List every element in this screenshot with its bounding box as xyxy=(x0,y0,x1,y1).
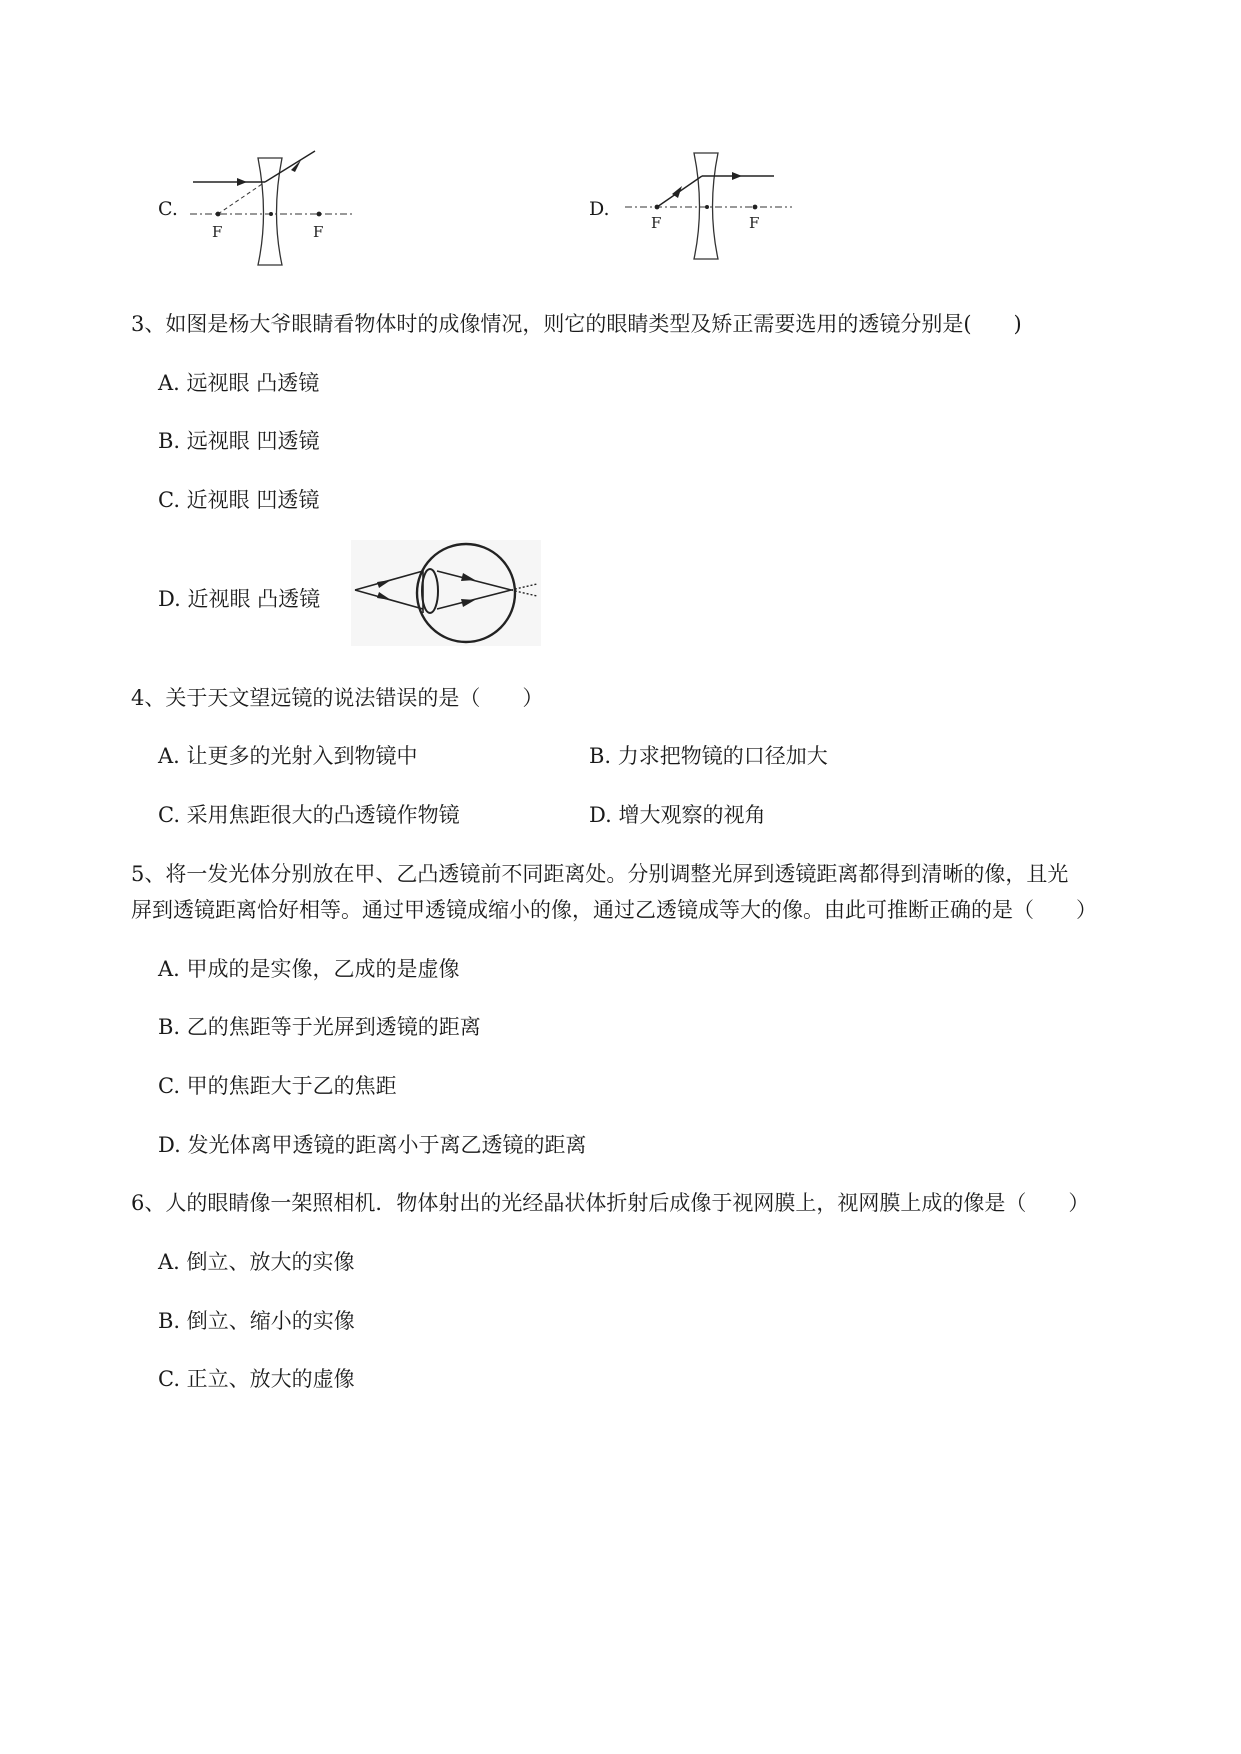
question-4-option-d: D. 增大观察的视角 xyxy=(589,803,766,827)
question-5-option-a: A. 甲成的是实像，乙成的是虚像 xyxy=(158,957,460,981)
optical-center xyxy=(269,212,273,216)
question-5-stem-line-2: 屏到透镜距离恰好相等。通过甲透镜成缩小的像，通过乙透镜成等大的像。由此可推断正确的是（ ） xyxy=(131,898,1097,922)
question-3-option-d: D. 近视眼 凸透镜 xyxy=(158,587,321,611)
lens-diagram-c xyxy=(185,148,360,270)
question-4-option-a: A. 让更多的光射入到物镜中 xyxy=(158,744,418,768)
focus-label: F xyxy=(651,214,662,232)
question-3-option-c: C. 近视眼 凹透镜 xyxy=(158,488,320,512)
question-5-option-b: B. 乙的焦距等于光屏到透镜的距离 xyxy=(158,1015,481,1039)
eye-diagram xyxy=(351,540,541,646)
question-5-stem-line-1: 5、将一发光体分别放在甲、乙凸透镜前不同距离处。分别调整光屏到透镜距离都得到清晰的像，且光 xyxy=(131,862,1069,886)
question-4-option-c: C. 采用焦距很大的凸透镜作物镜 xyxy=(158,803,460,827)
focus-point xyxy=(753,205,758,210)
refracted-ray xyxy=(265,151,315,182)
focus-point xyxy=(655,205,660,210)
question-6-option-c: C. 正立、放大的虚像 xyxy=(158,1367,355,1391)
question-5-option-d: D. 发光体离甲透镜的距离小于离乙透镜的距离 xyxy=(158,1133,587,1157)
question-4-stem: 4、关于天文望远镜的说法错误的是（ ） xyxy=(131,686,544,710)
option-c-label: C. xyxy=(158,198,178,220)
virtual-ray xyxy=(218,182,265,214)
question-6-option-b: B. 倒立、缩小的实像 xyxy=(158,1309,355,1333)
question-5-option-c: C. 甲的焦距大于乙的焦距 xyxy=(158,1074,397,1098)
question-3-stem: 3、如图是杨大爷眼睛看物体时的成像情况，则它的眼睛类型及矫正需要选用的透镜分别是( ) xyxy=(131,312,1022,336)
question-6-stem: 6、人的眼睛像一架照相机．物体射出的光经晶状体折射后成像于视网膜上，视网膜上成的像是（ ） xyxy=(131,1191,1090,1215)
question-4-option-b: B. 力求把物镜的口径加大 xyxy=(589,744,828,768)
ray-arrow xyxy=(291,160,301,172)
question-6-option-a: A. 倒立、放大的实像 xyxy=(158,1250,355,1274)
option-d-label: D. xyxy=(589,198,610,220)
question-3-option-a: A. 远视眼 凸透镜 xyxy=(158,371,320,395)
focus-point xyxy=(216,212,221,217)
optical-center xyxy=(705,205,709,209)
ray-arrow xyxy=(237,178,247,186)
question-3-option-b: B. 远视眼 凹透镜 xyxy=(158,429,320,453)
focus-label: F xyxy=(212,223,223,241)
focus-label: F xyxy=(313,223,324,241)
focus-point xyxy=(317,212,322,217)
lens-diagram-d xyxy=(620,148,798,263)
ray-arrow xyxy=(732,172,742,180)
focus-label: F xyxy=(749,214,760,232)
